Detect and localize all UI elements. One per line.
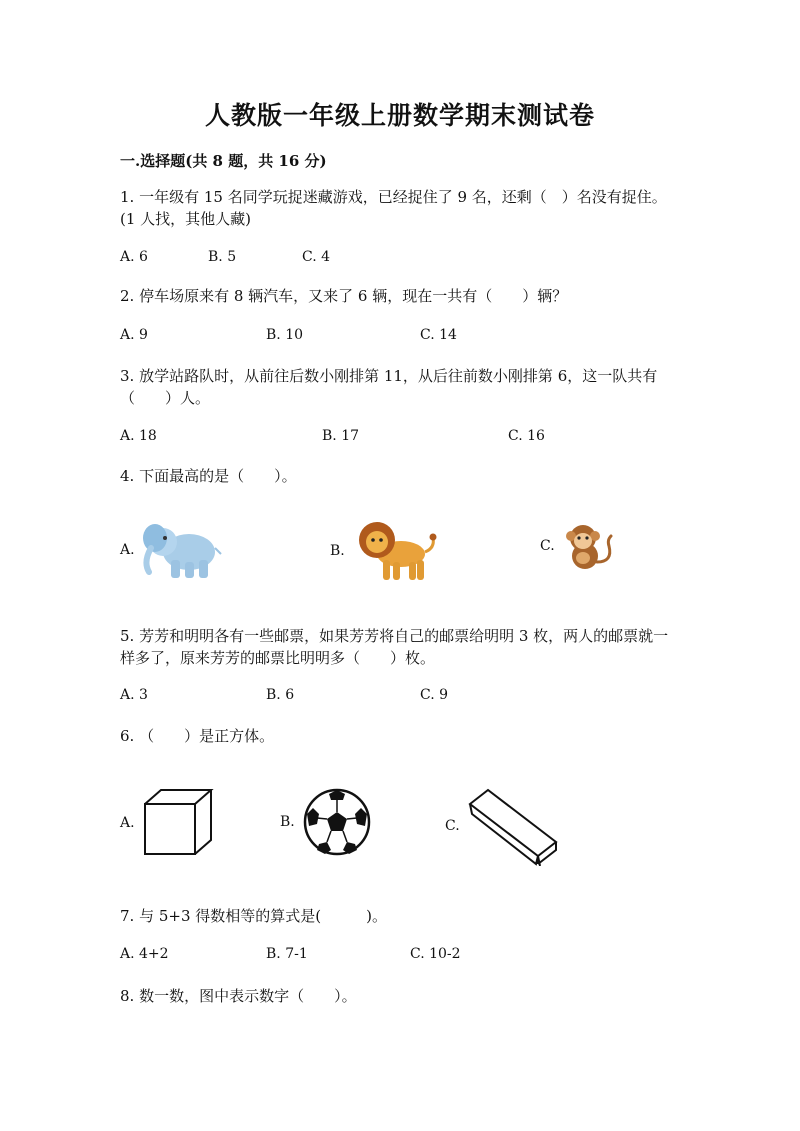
option-c: C. 9 <box>420 687 449 703</box>
option-b <box>280 786 373 858</box>
question-5-options <box>120 687 720 707</box>
question-7-options <box>120 946 720 966</box>
question-3-options <box>120 428 720 448</box>
question-3: 3. 放学站路队时，从前往后数小刚排第 11，从后往前数小刚排第 6，这一队共有（ ）人。 <box>120 367 658 407</box>
question-5: 5. 芳芳和明明各有一些邮票，如果芳芳将自己的邮票给明明 3 枚，两人的邮票就一样多了，原来芳芳的邮票比明明多（ ）枚。 <box>120 627 669 667</box>
option-c <box>540 518 617 574</box>
section-heading: 一.选择题(共 8 题，共 16 分) <box>120 152 327 170</box>
option-b: B. 6 <box>266 687 295 703</box>
question-2: 2. 停车场原来有 8 辆汽车，又来了 6 辆，现在一共有（ ）辆？ <box>120 287 568 305</box>
cuboid-icon <box>466 786 560 866</box>
question-1: 1. 一年级有 15 名同学玩捉迷藏游戏，已经捉住了 9 名，还剩（ ）名没有捉住。(1 人找，其他人藏) <box>120 188 667 228</box>
option-label: C. <box>445 818 460 834</box>
soccer-ball-icon <box>301 786 373 858</box>
option-a <box>120 786 215 860</box>
cube-icon <box>141 786 215 860</box>
option-c: C. 14 <box>420 327 457 343</box>
option-b: B. 10 <box>266 327 304 343</box>
option-b: B. 7-1 <box>266 946 308 962</box>
page-title: 人教版一年级上册数学期末测试卷 <box>204 101 595 130</box>
question-7: 7. 与 5+3 得数相等的算式是( )。 <box>120 907 387 925</box>
question-2-options <box>120 327 720 347</box>
option-a: A. 4+2 <box>120 946 169 962</box>
option-a: A. 3 <box>120 687 148 703</box>
option-label: B. <box>330 543 345 559</box>
option-c: C. 4 <box>302 249 331 265</box>
option-c <box>445 786 560 866</box>
question-4: 4. 下面最高的是（ ）。 <box>120 467 297 485</box>
option-label: B. <box>280 814 295 830</box>
question-8: 8. 数一数，图中表示数字（ ）。 <box>120 987 357 1005</box>
option-label: C. <box>540 538 555 554</box>
option-a: A. 18 <box>120 428 157 444</box>
option-c: C. 10-2 <box>410 946 461 962</box>
monkey-icon <box>561 518 617 574</box>
option-a: A. 6 <box>120 249 148 265</box>
elephant-icon <box>141 518 223 582</box>
question-6-image-options <box>120 786 720 866</box>
option-label: A. <box>120 542 135 558</box>
option-b: B. 17 <box>322 428 360 444</box>
lion-icon <box>351 518 439 584</box>
option-c: C. 16 <box>508 428 545 444</box>
question-1-options <box>120 249 720 269</box>
option-b <box>330 518 439 584</box>
option-b: B. 5 <box>208 249 237 265</box>
option-a <box>120 518 223 582</box>
question-6: 6. （ ）是正方体。 <box>120 727 275 745</box>
question-4-image-options <box>120 518 720 588</box>
option-a: A. 9 <box>120 327 148 343</box>
option-label: A. <box>120 815 135 831</box>
